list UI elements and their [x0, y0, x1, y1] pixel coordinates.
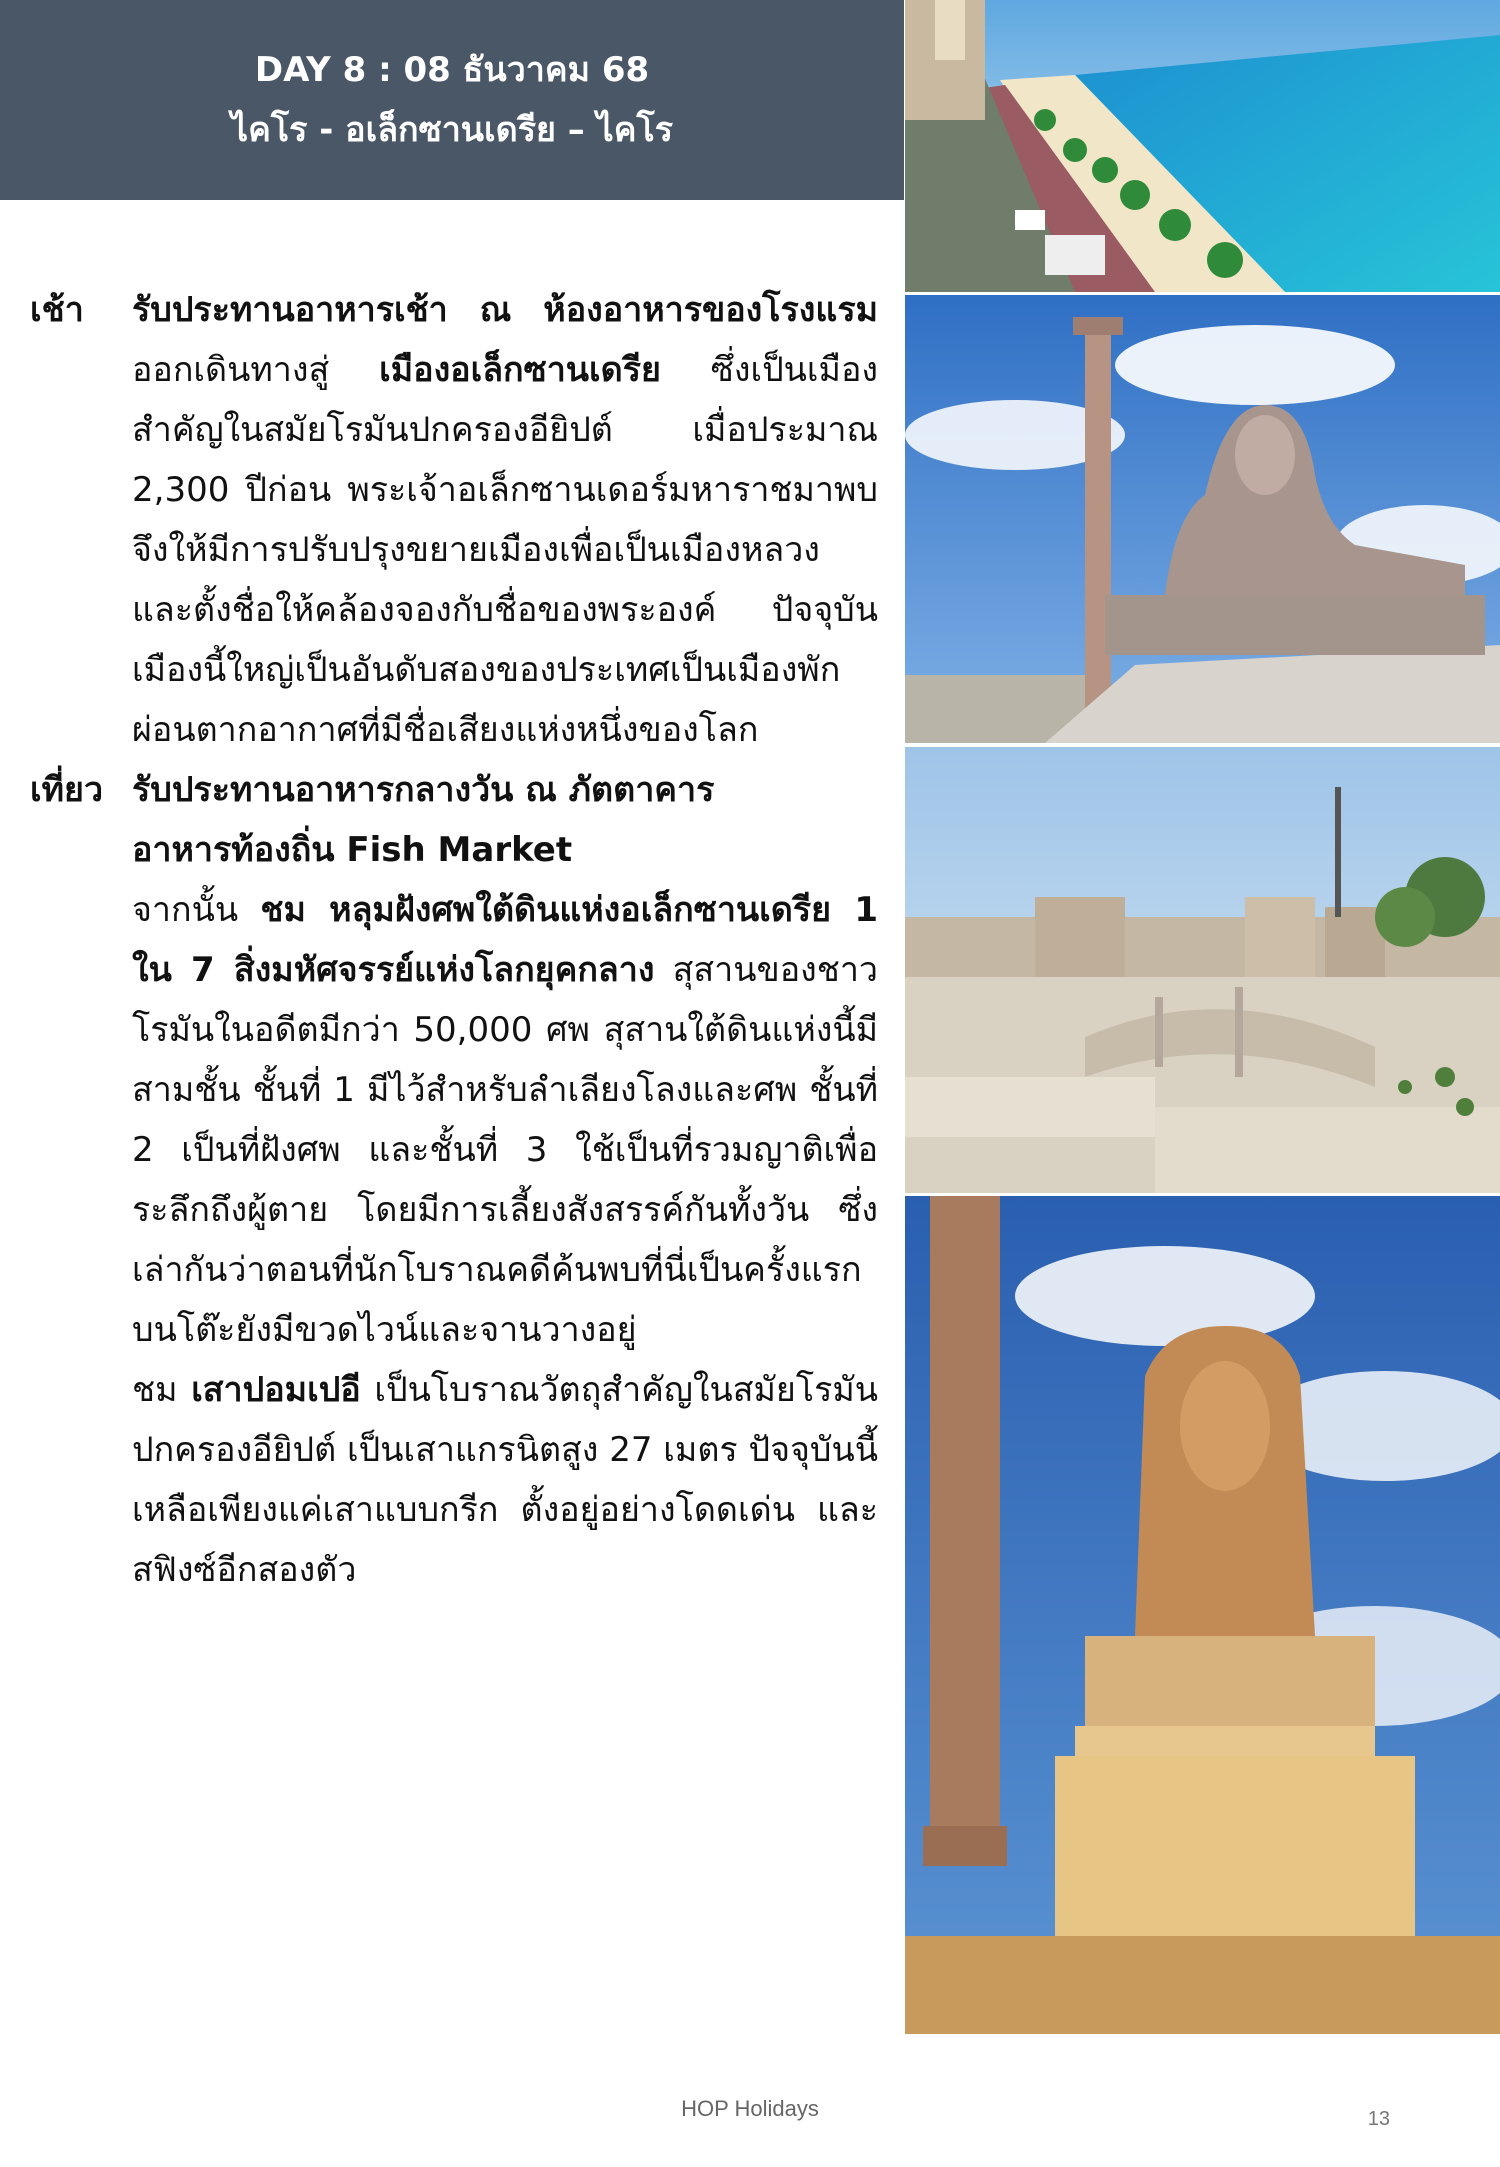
then-text: จากนั้น: [132, 890, 261, 930]
breakfast-text: รับประทานอาหารเช้า ณ ห้องอาหารของโรงแรม: [132, 290, 878, 330]
day-header: [0, 0, 904, 200]
alexandria-corniche-photo: [905, 0, 1500, 292]
visit-text: ชม: [132, 1370, 192, 1410]
sphinx-closeup-photo: [905, 1196, 1500, 2034]
footer-brand: HOP Holidays: [681, 2096, 819, 2121]
catacombs-description: สุสานของชาวโรมันในอดีตมีกว่า 50,000 ศพ สุสานใต้ดินแห่งนี้มีสามชั้น ชั้นที่ 1 มีไว้สำหรับลำเลียงโลงและศพ ชั้นที่ 2 เป็นที่ฝังศพ และชั้นที่ 3 ใช้เป็นที่รวมญาติเพื่อระลึกถึงผู้ตาย โดยมีการเลี้ยงสังสรรค์กันทั้งวัน ซึ่งเล่ากันว่าตอนที่นักโบราณคดีค้นพบที่นี่เป็นครั้งแรก บนโต๊ะยังมีขวดไวน์และจานวางอยู่: [132, 950, 878, 1350]
page-number: 13: [1367, 2108, 1390, 2130]
tour-section: [30, 760, 878, 1600]
pillar-title: เสาปอมเปอี: [191, 1370, 361, 1410]
lunch-venue-line: อาหารท้องถิ่น Fish Market: [132, 830, 573, 870]
roman-amphitheatre-photo: [905, 747, 1500, 1193]
alexandria-description: ซึ่งเป็นเมืองสำคัญในสมัยโรมันปกครองอียิปต์ เมื่อประมาณ 2,300 ปีก่อน พระเจ้าอเล็กซานเดอร์มหาราชมาพบจึงให้มีการปรับปรุงขยายเมืองเพื่อเป็นเมืองหลวงและตั้งชื่อให้คล้องจองกับชื่อของพระองค์ ปัจจุบันเมืองนี้ใหญ่เป็นอันดับสองของประเทศเป็นเมืองพักผ่อนตากอากาศที่มีชื่อเสียงแห่งหนึ่งของโลก: [132, 350, 878, 750]
morning-label: เช้า: [30, 290, 84, 330]
day-title: DAY 8 : 08 ธันวาคม 68: [254, 50, 650, 90]
morning-paragraph: [132, 280, 878, 760]
catacombs-title: ชม หลุมฝังศพใต้ดินแห่งอเล็กซานเดรีย 1 ใน 7 สิ่งมหัศจรรย์แห่งโลกยุคกลาง: [132, 890, 878, 990]
tour-label: เที่ยว: [30, 770, 104, 810]
depart-text: ออกเดินทางสู่: [132, 350, 380, 390]
route-title: ไคโร - อเล็กซานเดรีย – ไคโร: [231, 110, 673, 150]
pompeys-pillar-sphinx-photo: [905, 295, 1500, 743]
pillar-paragraph: [132, 1360, 878, 1600]
catacombs-paragraph: [132, 880, 878, 1360]
lunch-line: รับประทานอาหารกลางวัน ณ ภัตตาคาร: [132, 770, 715, 810]
morning-section: [30, 280, 878, 760]
itinerary-content: [30, 280, 878, 1600]
alexandria-name: เมืองอเล็กซานเดรีย: [379, 350, 661, 390]
pillar-description: เป็นโบราณวัตถุสำคัญในสมัยโรมันปกครองอียิปต์ เป็นเสาแกรนิตสูง 27 เมตร ปัจจุบันนี้เหลือเพียงแค่เสาแบบกรีก ตั้งอยู่อย่างโดดเด่น และสฟิงซ์อีกสองตัว: [132, 1370, 879, 1590]
